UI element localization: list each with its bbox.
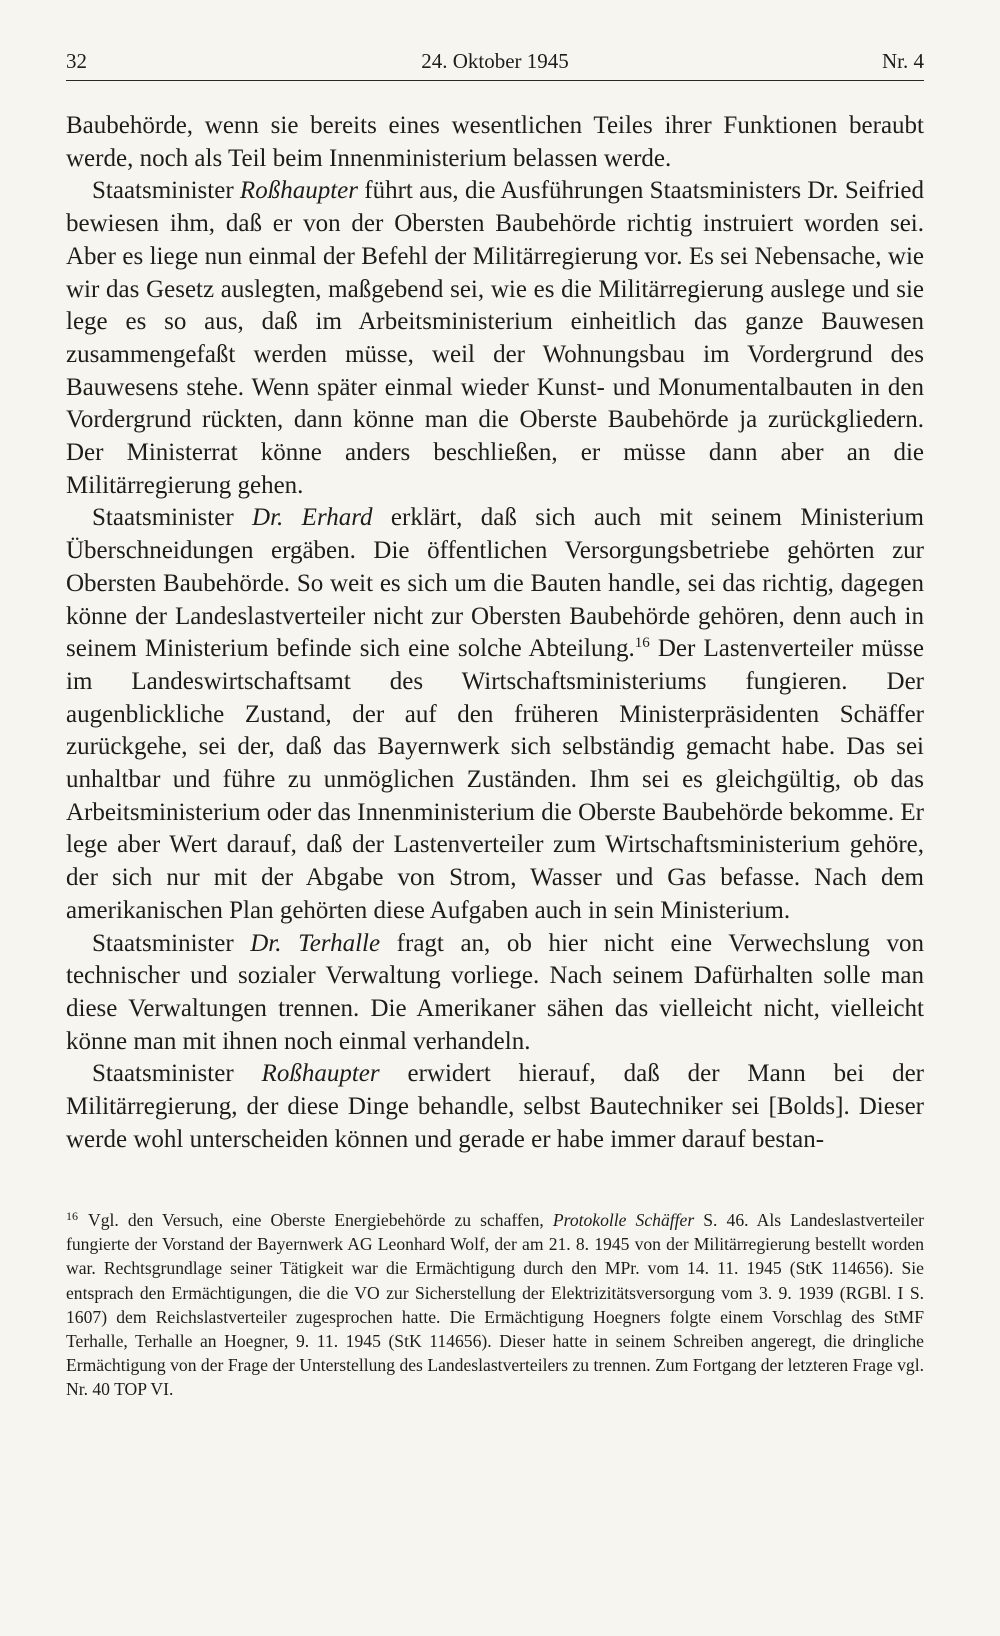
- paragraph-erhard: [66, 502, 924, 927]
- running-header: [66, 46, 924, 76]
- header-rule: [66, 80, 924, 81]
- footnote: [66, 1208, 924, 1402]
- paragraph-continuation: [66, 110, 924, 175]
- footnote-italic-title: Protokolle Schäffer: [552, 1210, 695, 1230]
- paragraph-text: Baubehörde, wenn sie bereits eines wesentlichen Teiles ihrer Funktionen beraubt werde, noch als Teil beim Innenministerium belassen werde.: [66, 112, 924, 172]
- speaker-name: Dr. Terhalle: [250, 929, 381, 957]
- speaker-name: Roßhaupter: [239, 177, 358, 205]
- paragraph-rosshaupter-2: [66, 1058, 924, 1156]
- speaker-name: Dr. Erhard: [252, 504, 373, 532]
- paragraph-prefix: Staatsminister: [92, 1060, 262, 1088]
- paragraph-prefix: Staatsminister: [92, 929, 251, 957]
- paragraph-prefix: Staatsminister: [92, 177, 240, 205]
- paragraph-text: erklärt, daß sich auch mit seinem Ministerium Überschneidungen ergäben. Die öffentlichen Versorgungsbetriebe gehörten zur Obersten Baubehörde. So weit es sich um die Bauten handle, sei das richtig, dagegen könne der Landeslastverteiler nicht zur Obersten Baubehörde gehören, denn auch in seinem Ministerium befinde sich eine solche Abteilung.: [66, 504, 924, 663]
- issue-number: Nr. 4: [882, 49, 924, 73]
- page-number: 32: [66, 49, 87, 73]
- header-date: 24. Oktober 1945: [421, 49, 569, 73]
- footnote-text: Vgl. den Versuch, eine Oberste Energiebehörde zu schaffen,: [88, 1210, 553, 1230]
- paragraph-text: Der Lastenverteiler müsse im Landeswirtschaftsamt des Wirtschaftsministeriums fungieren. Der augenblickliche Zustand, der auf den früheren Ministerpräsidenten Schäffer zurückgehe, sei der, daß das Bayernwerk sich selbständig gemacht habe. Das sei unhaltbar und führe zu unmöglichen Zuständen. Ihm sei es gleichgültig, ob das Arbeitsministerium oder das Innenministerium die Oberste Baubehörde bekomme. Er lege aber Wert darauf, daß der Lastenverteiler zum Wirtschaftsministerium gehöre, der sich nur mit der Abgabe von Strom, Wasser und Gas befasse. Nach dem amerikanischen Plan gehörten diese Aufgaben auch in sein Ministerium.: [66, 635, 924, 924]
- paragraph-text: fragt an, ob hier nicht eine Verwechslung von technischer und sozialer Verwaltung vorliege. Nach seinem Dafürhalten solle man diese Verwaltungen trennen. Die Amerikaner sähen das vielleicht nicht, vielleicht könne man mit ihnen noch einmal verhandeln.: [66, 929, 924, 1055]
- paragraph-text: führt aus, die Ausführungen Staatsministers Dr. Seifried bewiesen ihm, daß er von der Obersten Baubehörde richtig instruiert worden sei. Aber es liege nun einmal der Befehl der Militärregierung vor. Es sei Nebensache, wie wir das Gesetz auslegten, maßgebend sei, wie es die Militärregierung auslege und sie lege es so aus, daß im Arbeitsministerium einheitlich das ganze Bauwesen zusammengefaßt werden müsse, weil der Wohnungsbau im Vordergrund des Bauwesens stehe. Wenn später einmal wieder Kunst- und Monumentalbauten in den Vordergrund rückten, dann könne man die Oberste Baubehörde ja zurückgliedern. Der Ministerrat könne anders beschließen, er müsse dann aber an die Militärregierung gehen.: [66, 177, 924, 499]
- footnote-text: S. 46. Als Landeslastverteiler fungierte der Vorstand der Bayernwerk AG Leonhard Wolf, der am 21. 8. 1945 von der Militärregierung bestellt worden war. Rechtsgrundlage seiner Tätigkeit war die Ermächtigung durch den MPr. vom 14. 11. 1945 (StK 114656). Sie entsprach den Ermächtigungen, die die VO zur Sicherstellung der Elektrizitätsversorgung vom 3. 9. 1939 (RGBl. I S. 1607) dem Reichslastverteiler zugesprochen hatte. Die Ermächtigung Hoegners folgte einem Vorschlag des StMF Terhalle, Terhalle an Hoegner, 9. 11. 1945 (StK 114656). Dieser hatte in seinem Schreiben angeregt, die dringliche Ermächtigung von der Frage der Unterstellung des Landeslastverteilers zu trennen. Zum Fortgang der letzteren Frage vgl. Nr. 40 TOP VI.: [66, 1210, 924, 1400]
- paragraph-prefix: Staatsminister: [92, 504, 253, 532]
- main-text: [66, 110, 924, 1157]
- footnote-area: [66, 1208, 924, 1402]
- speaker-name: Roßhaupter: [261, 1060, 380, 1088]
- paragraph-terhalle: [66, 928, 924, 1059]
- paragraph-rosshaupter-1: [66, 175, 924, 502]
- paragraph-text: erwidert hierauf, daß der Mann bei der Militärregierung, der diese Dinge behandle, selbst Bautechniker sei [Bolds]. Dieser werde wohl unterscheiden können und gerade er habe immer darauf bestan-: [66, 1060, 924, 1153]
- footnote-reference[interactable]: 16: [634, 635, 650, 652]
- footnote-marker: 16: [66, 1209, 78, 1223]
